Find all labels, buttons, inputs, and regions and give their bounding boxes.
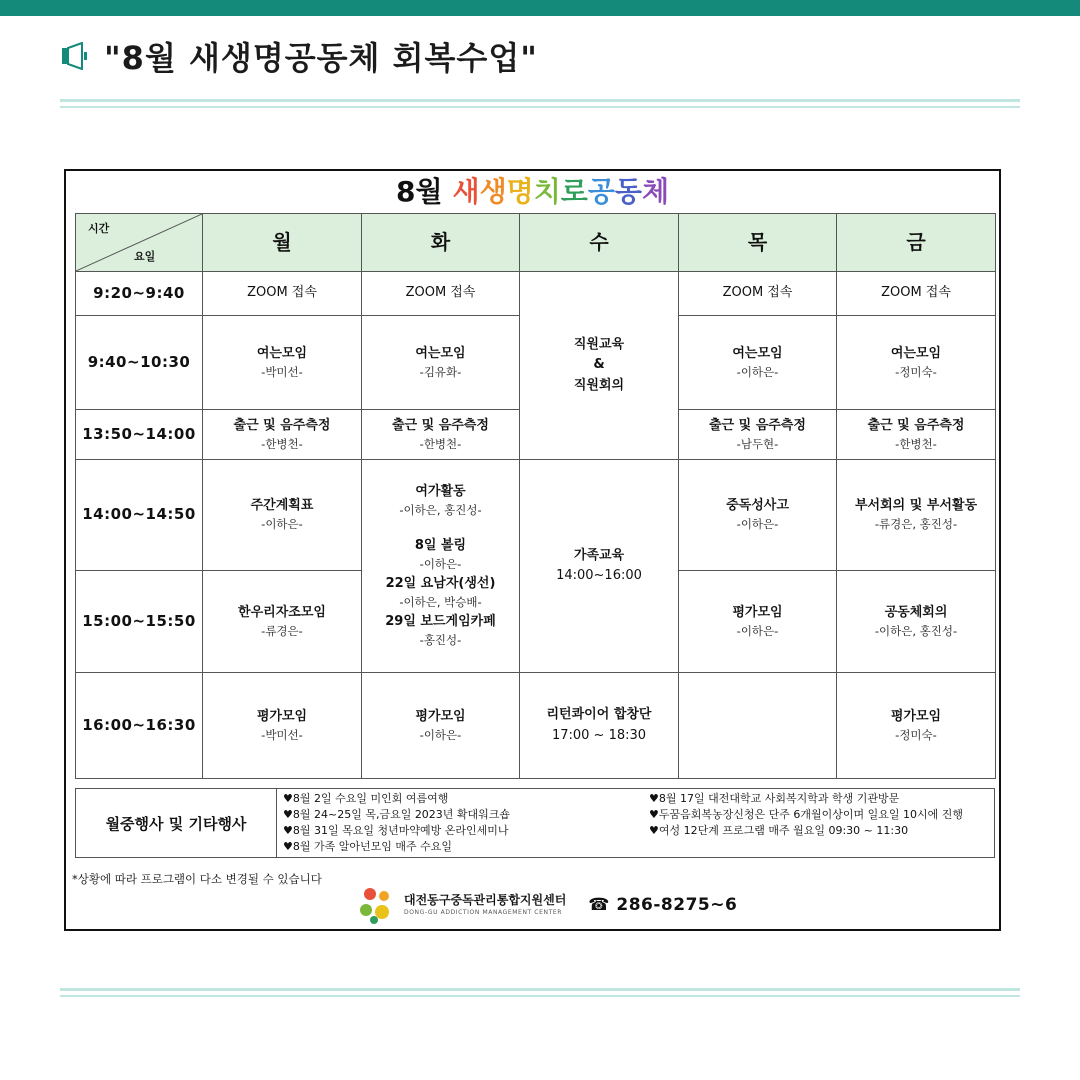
schedule-cell: [203, 410, 362, 460]
title-char: 명: [506, 175, 534, 208]
table-row: [76, 673, 996, 779]
table-row: [76, 460, 996, 571]
cell-sub: -이하은-: [736, 364, 779, 379]
cell-title: 주간계획표: [250, 498, 314, 514]
schedule-cell: [203, 316, 362, 410]
schedule-cell: [362, 316, 520, 410]
cell-title: 한우리자조모임: [238, 604, 326, 620]
cell-title: 여는모임: [732, 345, 783, 361]
wed-family-cell: [520, 460, 679, 673]
cell-sub: -한병천-: [261, 436, 303, 451]
schedule-cell: [679, 571, 837, 673]
cell-sub: -이하은, 박승배-: [399, 595, 482, 610]
time-cell: 9:20~9:40: [76, 272, 203, 316]
cell-sub: -한병천-: [419, 436, 462, 451]
schedule-cell: [837, 571, 996, 673]
cell-sub: -박미선-: [261, 364, 303, 379]
cell-title: 평가모임: [256, 708, 308, 724]
org-logo-icon: [356, 884, 398, 926]
phone-number: ☎ 286-8275~6: [588, 895, 738, 915]
cell-sub: -이하은-: [261, 517, 303, 532]
cell-title: 출근 및 음주측정: [709, 417, 806, 433]
schedule-cell: [203, 460, 362, 571]
events-list-left: [277, 789, 643, 857]
time-cell: 14:00~14:50: [76, 460, 203, 571]
monthly-events-box: [75, 788, 995, 858]
cell-sub: -한병천-: [895, 436, 937, 451]
cell-time: 14:00~16:00: [556, 568, 642, 583]
cell-sub: -이하은-: [736, 517, 779, 532]
time-cell: 15:00~15:50: [76, 571, 203, 673]
cell-title: 평가모임: [732, 604, 783, 620]
page-header: [60, 36, 538, 76]
schedule-table: [75, 213, 996, 779]
cell-title: 중독성사고: [726, 498, 789, 514]
schedule-cell: [837, 673, 996, 779]
title-char: 생: [479, 175, 507, 208]
cell-title: 출근 및 음주측정: [392, 417, 489, 433]
title-char: 새: [452, 175, 480, 208]
cell-title: 평가모임: [415, 708, 466, 724]
org-name: 대전동구중독관리통합지원센터: [404, 893, 567, 907]
megaphone-icon: [60, 42, 94, 70]
event-item: ♥8월 2일 수요일 미인회 여름여행: [283, 792, 449, 805]
events-label: 월중행사 및 기타행사: [76, 789, 277, 857]
schedule-cell: [679, 460, 837, 571]
cell-title: 공동체회의: [884, 604, 948, 620]
zoom-cell: ZOOM 접속: [837, 272, 996, 316]
event-item: ♥두꿈음회복농장신청은 단주 6개월이상이며 일요일 10시에 진행: [649, 808, 963, 821]
schedule-card: [64, 169, 1001, 931]
day-header: 금: [837, 214, 996, 272]
change-notice: *상황에 따라 프로그램이 다소 변경될 수 있습니다: [72, 872, 322, 886]
time-cell: 16:00~16:30: [76, 673, 203, 779]
org-english-name: DONG-GU ADDICTION MANAGEMENT CENTER: [404, 909, 563, 916]
tue-leisure-cell: [362, 460, 520, 673]
schedule-cell: [362, 673, 520, 779]
cell-sub: -홍진성-: [419, 633, 462, 648]
empty-cell: [679, 673, 837, 779]
cell-sub: -정미숙-: [895, 364, 937, 379]
cell-title: 가족교육: [573, 547, 625, 563]
time-cell: 13:50~14:00: [76, 410, 203, 460]
table-row: [76, 272, 996, 316]
day-header: 화: [362, 214, 520, 272]
divider: [60, 99, 1020, 102]
page-title: "8월 새생명공동체 회복수업": [104, 39, 538, 77]
title-char: 로: [560, 175, 588, 208]
zoom-cell: ZOOM 접속: [679, 272, 837, 316]
cell-title: 여는모임: [256, 345, 308, 361]
cell-sub: -이하은, 홍진성-: [874, 623, 958, 638]
divider: [60, 995, 1020, 997]
cell-sub: -이하은-: [419, 557, 462, 572]
title-char: 동: [614, 175, 642, 208]
schedule-cell: [679, 316, 837, 410]
day-header: 수: [520, 214, 679, 272]
wed-choir-cell: [520, 673, 679, 779]
cell-title: 8일 볼링: [414, 538, 467, 554]
cell-title: 22일 요남자(생선): [385, 576, 496, 591]
zoom-cell: ZOOM 접속: [203, 272, 362, 316]
org-text: [404, 893, 566, 917]
schedule-cell: [837, 460, 996, 571]
title-char: 치: [533, 175, 561, 208]
title-char: 체: [641, 175, 670, 208]
schedule-title-month: 8월: [395, 175, 443, 208]
cell-title: 출근 및 음주측정: [867, 417, 965, 433]
table-header-row: [76, 214, 996, 272]
cell-title: 직원회의: [573, 377, 625, 393]
cell-time: 17:00 ~ 18:30: [551, 727, 647, 743]
zoom-cell: ZOOM 접속: [362, 272, 520, 316]
cell-title: 리턴콰이어 합창단: [546, 707, 652, 723]
schedule-title: [66, 173, 999, 211]
cell-title: 직원교육: [573, 337, 625, 353]
cell-sub: -류경은, 홍진성-: [874, 517, 958, 532]
org-footer: [356, 883, 737, 927]
schedule-cell: [837, 316, 996, 410]
cell-title: 평가모임: [890, 708, 942, 724]
day-header: 월: [203, 214, 362, 272]
cell-sub: -정미숙-: [895, 727, 937, 742]
title-char: 공: [587, 175, 615, 208]
cell-title: 29일 보드게임카페: [385, 613, 496, 629]
cell-sub: -이하은, 홍진성-: [399, 503, 482, 518]
cell-sub: -박미선-: [261, 727, 303, 742]
schedule-title-colored: [453, 173, 670, 211]
event-item: ♥8월 가족 알아넌모임 매주 수요일: [283, 840, 452, 853]
cell-title: &: [593, 357, 605, 373]
schedule-cell: [203, 571, 362, 673]
cell-title: 부서회의 및 부서활동: [854, 498, 978, 514]
schedule-cell: [837, 410, 996, 460]
events-list-right: [643, 789, 989, 857]
corner-cell: [76, 214, 203, 272]
corner-time-label: 시간: [88, 222, 110, 235]
divider: [60, 106, 1020, 108]
cell-title: 여가활동: [415, 484, 466, 500]
cell-title: 여는모임: [890, 345, 942, 361]
schedule-cell: [362, 410, 520, 460]
cell-sub: -이하은-: [736, 623, 779, 638]
cell-sub: -이하은-: [419, 727, 462, 742]
day-header: 목: [679, 214, 837, 272]
event-item: ♥8월 31일 목요일 청년마약예방 온라인세미나: [283, 824, 509, 837]
schedule-cell: [679, 410, 837, 460]
event-item: ♥8월 17일 대전대학교 사회복지학과 학생 기관방문: [649, 792, 900, 805]
cell-title: 여는모임: [415, 345, 466, 361]
cell-sub: -남두현-: [736, 436, 779, 451]
event-item: ♥8월 24~25일 목,금요일 2023년 확대워크숍: [283, 808, 511, 821]
schedule-cell: [203, 673, 362, 779]
divider: [60, 988, 1020, 991]
cell-sub: -김유화-: [419, 364, 462, 379]
wed-morning-cell: [520, 272, 679, 460]
top-accent-bar: [0, 0, 1080, 16]
cell-sub: -류경은-: [261, 623, 303, 638]
corner-day-label: 요일: [134, 250, 156, 263]
time-cell: 9:40~10:30: [76, 316, 203, 410]
cell-title: 출근 및 음주측정: [233, 417, 331, 433]
event-item: ♥여성 12단계 프로그램 매주 월요일 09:30 ~ 11:30: [649, 824, 909, 837]
